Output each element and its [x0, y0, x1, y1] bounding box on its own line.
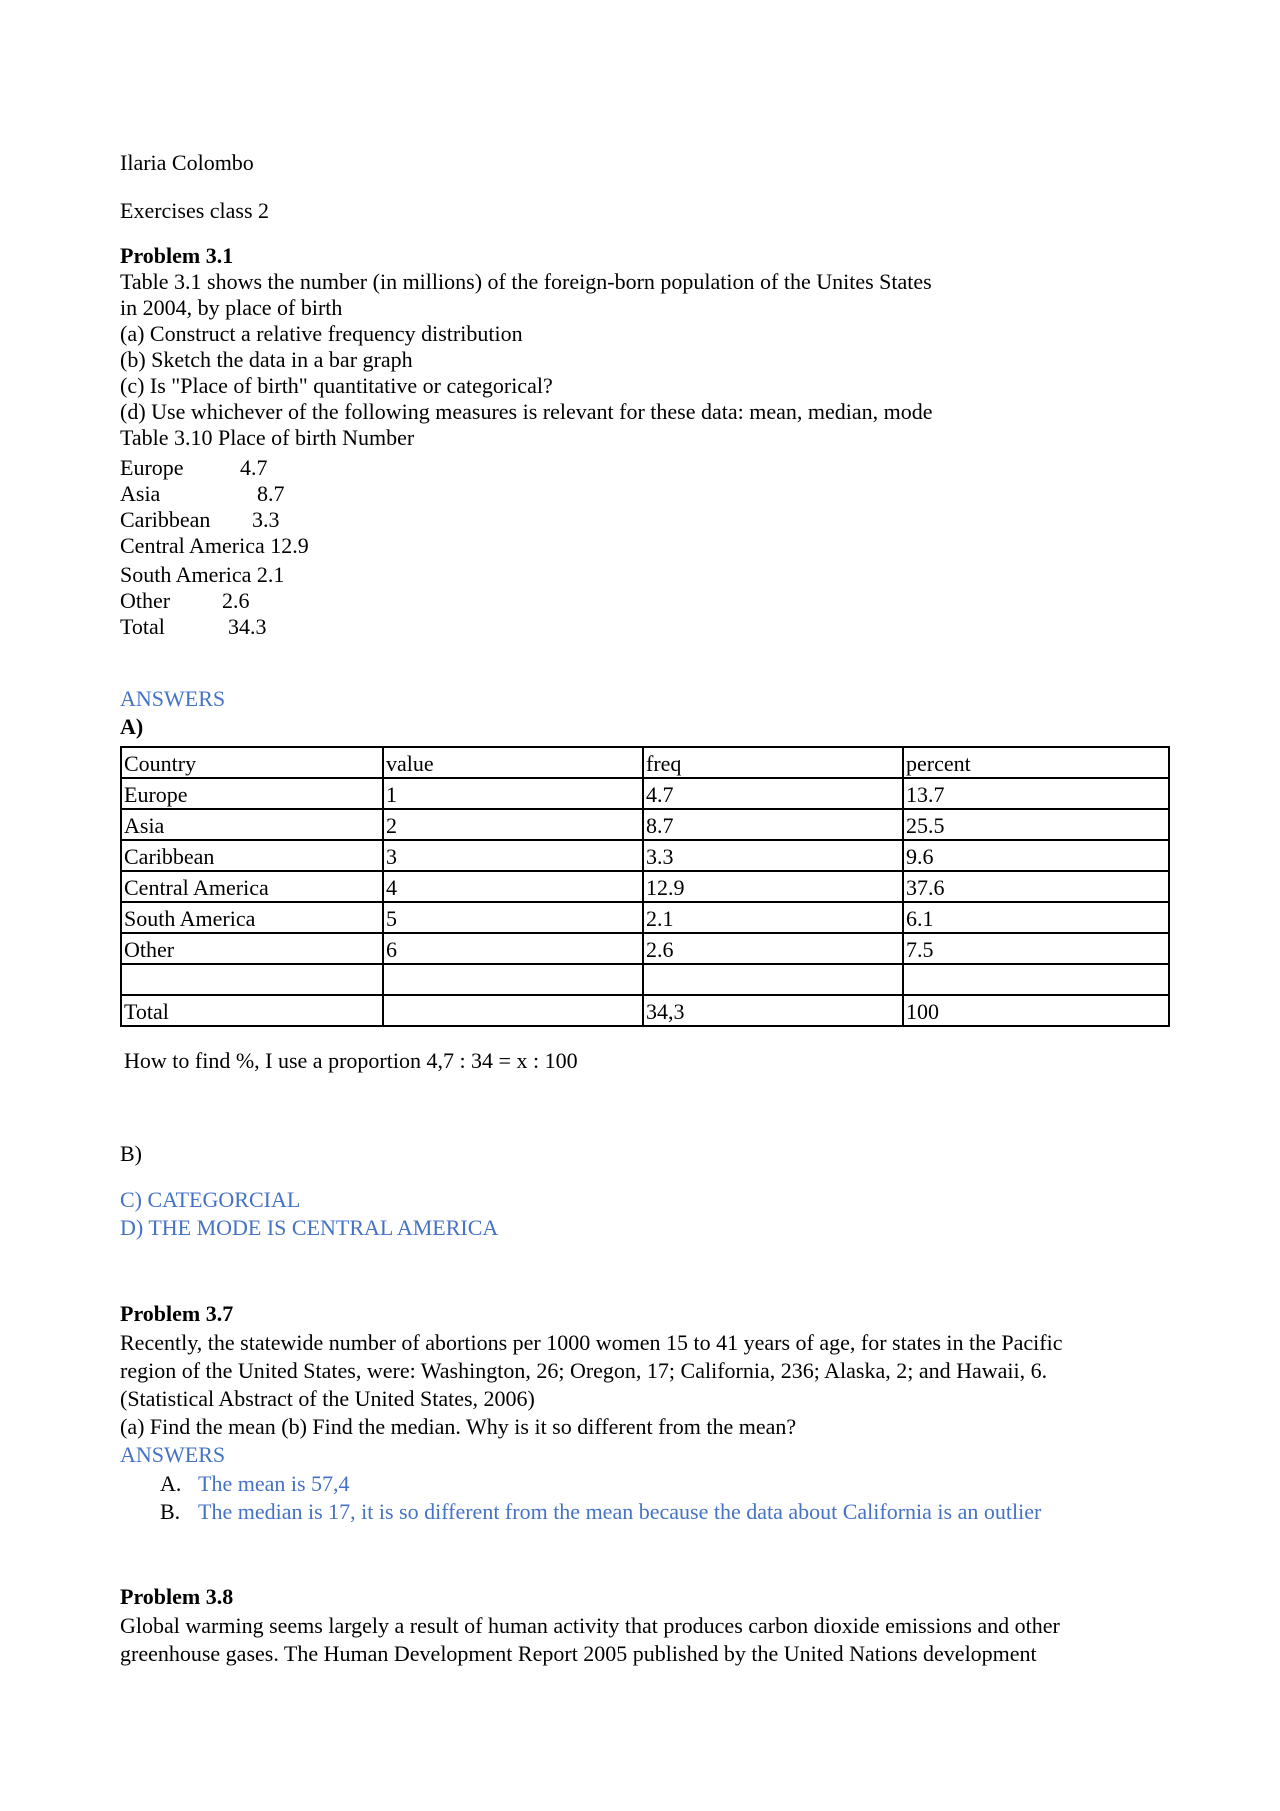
proportion-note: How to find %, I use a proportion 4,7 : 34 = x : 100	[124, 1048, 578, 1073]
table-cell	[643, 964, 903, 995]
answer-text: The mean is 57,4	[198, 1471, 350, 1496]
problem-text-line: region of the United States, were: Washington, 26; Oregon, 17; California, 236; Alaska, 2; and Hawaii, 6.	[120, 1358, 1048, 1383]
table-row	[121, 871, 1169, 902]
table-cell: 8.7	[643, 809, 903, 840]
problem-text-line: Table 3.1 shows the number (in millions) of the foreign-born population of the Unites States	[120, 269, 932, 294]
place-value: 8.7	[257, 481, 285, 506]
table-cell: South America	[121, 902, 383, 933]
answer-c: C) CATEGORCIAL	[120, 1187, 301, 1212]
problem-3-7-title: Problem 3.7	[120, 1301, 234, 1326]
place-value: 2.6	[222, 588, 250, 613]
problem-text-line: in 2004, by place of birth	[120, 295, 343, 320]
table-cell: 3.3	[643, 840, 903, 871]
problem-text-line: (Statistical Abstract of the United States, 2006)	[120, 1386, 535, 1411]
answers-label: ANSWERS	[120, 686, 226, 711]
author-name: Ilaria Colombo	[120, 150, 254, 175]
place-label: Asia	[120, 481, 161, 506]
table-cell: 7.5	[903, 933, 1169, 964]
place-value: 34.3	[228, 614, 267, 639]
problem-text-line: (b) Sketch the data in a bar graph	[120, 347, 413, 372]
problem-text-line: Global warming seems largely a result of human activity that produces carbon dioxide emissions and other	[120, 1613, 1060, 1638]
table-cell: 4	[383, 871, 643, 902]
answers-label: ANSWERS	[120, 1442, 226, 1467]
problem-3-1-title: Problem 3.1	[120, 243, 234, 268]
table-cell: 6	[383, 933, 643, 964]
place-value: 3.3	[252, 507, 280, 532]
table-cell: Europe	[121, 778, 383, 809]
table-cell: 1	[383, 778, 643, 809]
table-cell: 100	[903, 995, 1169, 1026]
table-cell: 12.9	[643, 871, 903, 902]
problem-text-line: (c) Is "Place of birth" quantitative or categorical?	[120, 373, 553, 398]
document-subtitle: Exercises class 2	[120, 198, 270, 223]
table-cell: Other	[121, 933, 383, 964]
table-cell: Caribbean	[121, 840, 383, 871]
header-cell: freq	[643, 747, 903, 778]
table-row	[121, 778, 1169, 809]
place-label: Europe	[120, 455, 184, 480]
table-cell: 2.6	[643, 933, 903, 964]
problem-text-line: greenhouse gases. The Human Development Report 2005 published by the United Nations development	[120, 1641, 1037, 1666]
place-of-birth-list	[120, 455, 520, 640]
list-marker: A.	[160, 1471, 182, 1496]
answer-d: D) THE MODE IS CENTRAL AMERICA	[120, 1215, 499, 1240]
problem-3-1-text	[120, 269, 933, 451]
table-cell	[383, 995, 643, 1026]
table-cell: 13.7	[903, 778, 1169, 809]
list-marker: B.	[160, 1499, 181, 1524]
place-label: Central America	[120, 533, 265, 558]
table-cell: 25.5	[903, 809, 1169, 840]
problem-text-line: Recently, the statewide number of abortions per 1000 women 15 to 41 years of age, for states in the Pacific	[120, 1330, 1063, 1355]
problem-text-line: (d) Use whichever of the following measures is relevant for these data: mean, median, mode	[120, 399, 933, 424]
table-row	[121, 809, 1169, 840]
answer-text: The median is 17, it is so different from the mean because the data about California is an outlier	[198, 1499, 1042, 1524]
place-label: South America	[120, 562, 252, 587]
table-cell: 2	[383, 809, 643, 840]
header-cell: Country	[121, 747, 383, 778]
table-cell: 2.1	[643, 902, 903, 933]
place-value: 12.9	[270, 533, 309, 558]
answer-a-label: A)	[120, 714, 144, 739]
table-row	[121, 840, 1169, 871]
place-label: Caribbean	[120, 507, 211, 532]
table-cell	[903, 964, 1169, 995]
table-cell: 9.6	[903, 840, 1169, 871]
header-cell: percent	[903, 747, 1169, 778]
table-cell	[383, 964, 643, 995]
place-label: Other	[120, 588, 171, 613]
header-cell: value	[383, 747, 643, 778]
table-cell: Asia	[121, 809, 383, 840]
frequency-table	[120, 746, 1170, 1027]
table-cell: 3	[383, 840, 643, 871]
problem-3-8-title: Problem 3.8	[120, 1584, 234, 1609]
table-header-row	[121, 747, 1169, 778]
problem-text-line: (a) Construct a relative frequency distribution	[120, 321, 523, 346]
table-row	[121, 902, 1169, 933]
place-label: Total	[120, 614, 165, 639]
table-cell: Central America	[121, 871, 383, 902]
place-value: 4.7	[240, 455, 268, 480]
table-cell: 4.7	[643, 778, 903, 809]
answer-b-label: B)	[120, 1141, 142, 1166]
table-row	[121, 933, 1169, 964]
table-cell: 5	[383, 902, 643, 933]
problem-3-7-text	[120, 1329, 1062, 1441]
table-row-empty	[121, 964, 1169, 995]
table-cell: 37.6	[903, 871, 1169, 902]
table-cell	[121, 964, 383, 995]
list-item	[160, 1498, 1041, 1526]
place-value: 2.1	[256, 562, 285, 587]
problem-3-7-answers	[160, 1470, 1041, 1526]
table-cell: Total	[121, 995, 383, 1026]
table-cell: 34,3	[643, 995, 903, 1026]
table-cell: 6.1	[903, 902, 1169, 933]
list-item	[160, 1470, 1041, 1498]
problem-3-8-text	[120, 1612, 1060, 1668]
problem-text-line: (a) Find the mean (b) Find the median. Why is it so different from the mean?	[120, 1414, 797, 1439]
table-total-row	[121, 995, 1169, 1026]
problem-text-line: Table 3.10 Place of birth Number	[120, 425, 415, 450]
